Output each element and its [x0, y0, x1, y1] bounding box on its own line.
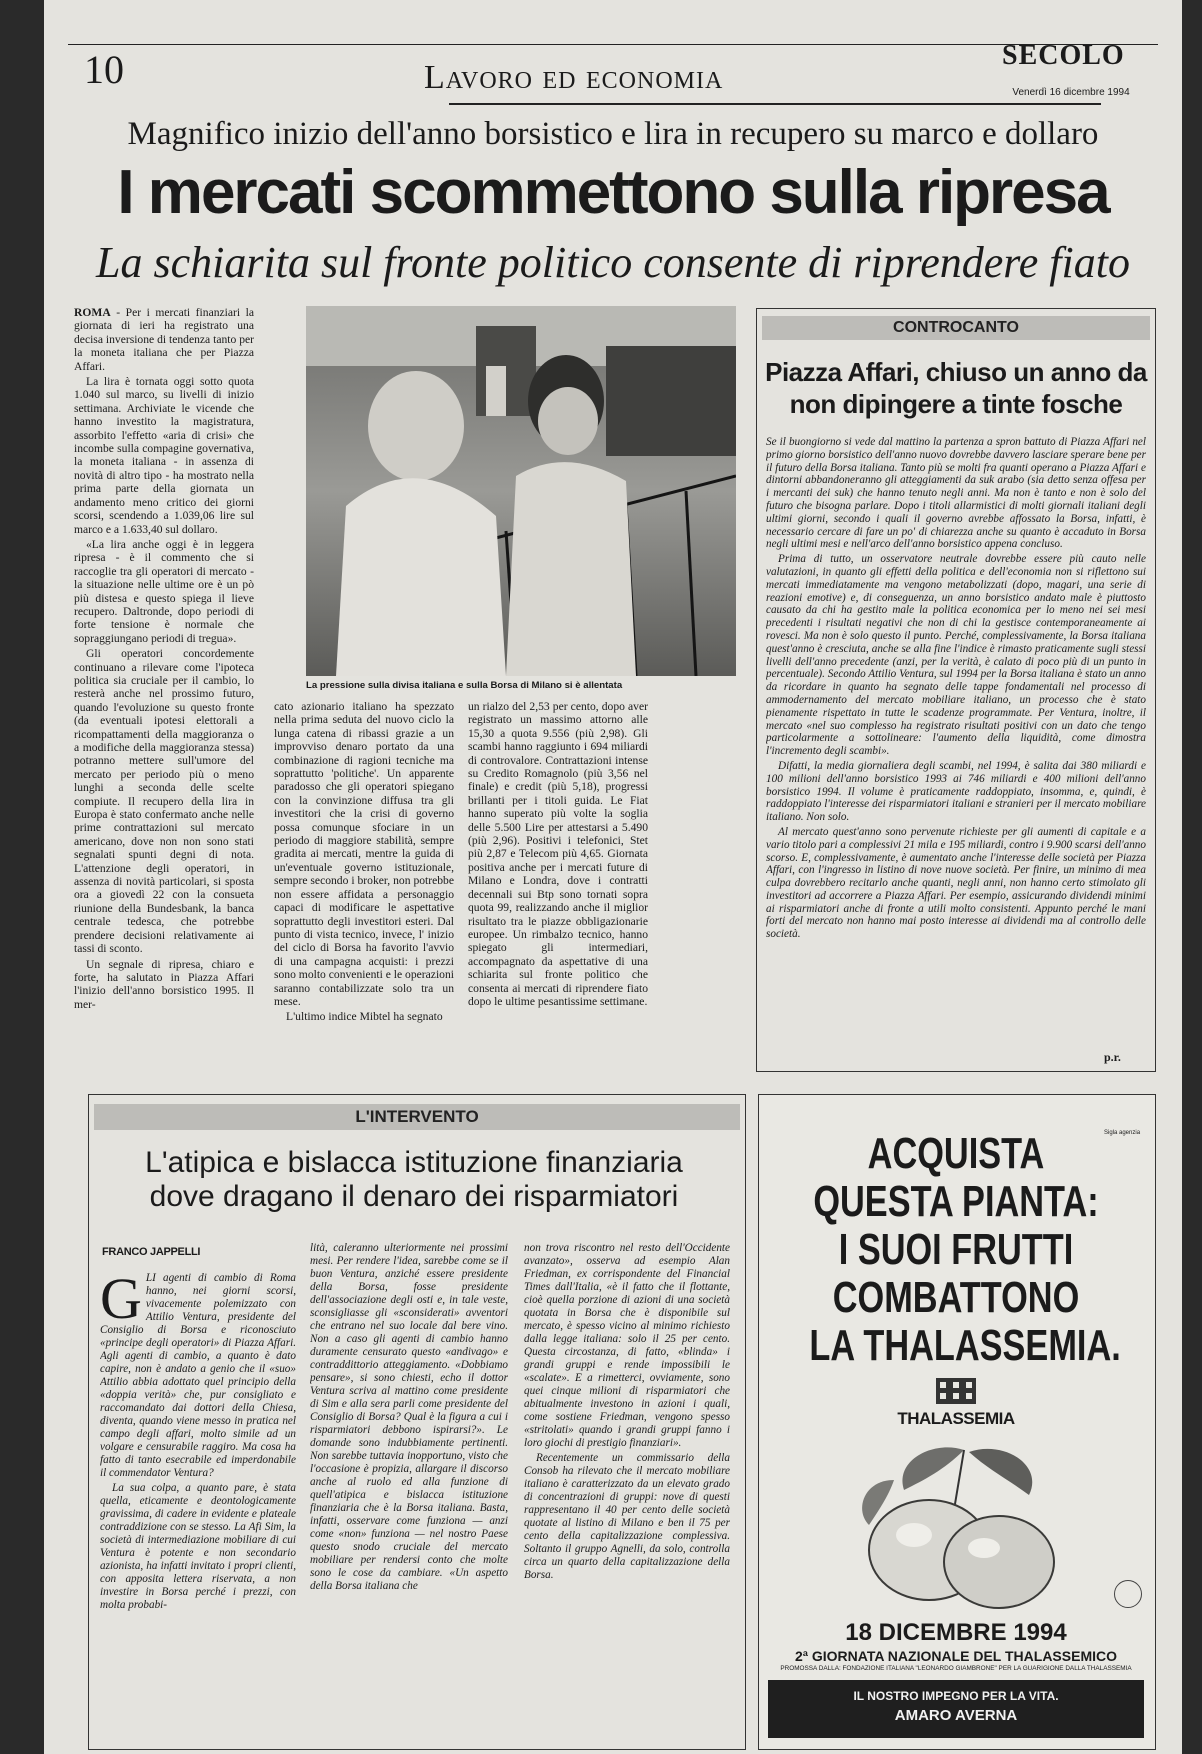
controcanto-title: Piazza Affari, chiuso un anno da non dipingere a tinte fosche [765, 357, 1147, 419]
newspaper-page [44, 0, 1182, 1754]
issue-date: Venerdì 16 dicembre 1994 [1012, 87, 1130, 98]
controcanto-p3: Difatti, la media giornaliera degli scambi, nel 1994, è salita dai 380 miliardi e 100 milioni dell'anno borsistico 1993 ai 746 miliardi e 400 milioni dell'anno borsistico 1994. Il volume è praticamente raddoppiato, insomma, e, quindi, è raddoppiato l'interesse dei risparmiatori italiani e stranieri per il mercato mobiliare italiano. Non solo. [766, 759, 1146, 824]
controcanto-signature: p.r. [1104, 1050, 1121, 1064]
main-article-col1: ROMA - Per i mercati finanziari la giornata di ieri ha registrato una decisa inversione di tendenza tanto per la moneta italiana che per Piazza Affari. La lira è tornata oggi sotto quota 1.040 sul marco, su livelli di inizio settimana. Archiviate le vicende che hanno investito la magistratura, assorbito l'effetto «aria di crisi» che incombe sulla compagine governativa, la moneta italiana - in assenza di novità di altro tipo - ha mostrato nella prima parte della giornata un andamento meno critico dei giorni scorsi, scendendo a 1.039,06 lire sul marco e a 1.633,40 sul dollaro. «La lira anche oggi è in leggera ripresa - è il commento che si raccoglie tra gli operatori di mercato - la situazione nelle ultime ore è un pò più distesa e questo spiega il lieve recupero. Daltronde, dopo periodi di forte tensione è normale che sopraggiungano periodi di tregua». Gli operatori concordemente continuano a rilevare come l'ipoteca politica sia cruciale per il cambio, lo resterà anche nel prossimo futuro, quando l'evoluzione su questo fronte (da eventuali ipotesi elettorali a ricompattamenti della maggioranza o a modifiche della maggioranza stessa) potranno mettere sull'umore del mercato per periodo più o meno lunghi a seconda delle scelte compiute. Il recupero della lira in Europa è stato confermato anche nelle prime contrattazioni sul mercato americano, dove non non sono stati segnalati spunti degni di nota. L'attenzione degli operatori, in assenza di novità particolari, si sposta ora a giovedì 22 con la consueta riunione della Bundesbank, la banca centrale tedesca, che potrebbe prendere decisioni relativamente ai tassi di sconto. Un segnale di ripresa, chiaro e forte, ha salutato in Piazza Affari l'inizio dell'anno borsistico 1995. Il mer- [74, 306, 254, 1011]
news-photo [306, 306, 736, 676]
main-col1-p5: Un segnale di ripresa, chiaro e forte, ha salutato in Piazza Affari l'inizio dell'anno borsistico 1995. Il mer- [74, 957, 254, 1011]
logo-text: THALASSEMIA [897, 1409, 1015, 1428]
main-col1-p4: Gli operatori concordemente continuano a rilevare come l'ipoteca politica sia cruciale per il cambio, lo resterà anche nel prossimo futuro, quando l'evoluzione su questo fronte (da eventuali ipotesi elettorali a ricompattamenti della maggioranza o a modifiche della maggioranza stessa) potranno mettere sull'umore del mercato per periodo più o meno lunghi a seconda delle scelte compiute. Il recupero della lira in Europa è stato confermato anche nelle prime contrattazioni sul mercato americano, dove non non sono stati segnalati spunti degni di nota. L'attenzione degli operatori, in assenza di novità particolari, si sposta ora a giovedì 22 con la consueta riunione della Bundesbank, la banca centrale tedesca, che potrebbe prendere decisioni relativamente ai tassi di sconto. [74, 647, 254, 956]
photo-illustration [306, 306, 736, 676]
controcanto-p2: Prima di tutto, un osservatore neutrale dovrebbe essere più cauto nelle valutazioni, in quanto gli effetti della politica e dell'economia non si riflettono sui mercati immediatamente ma vengono metabolizzati (dopo, magari, una serie di reazioni emotive) e, di conseguenza, un anno borsistico andato male è piuttosto causato da chi ha gestito male la politica economica per lo meno nei sei mesi precedenti i risultati negativi che non di chi la gestisce contemporaneamente ai rovesci. Ma non è solo questo il punto. Perché, complessivamente, la Borsa italiana quest'anno è cresciuta, anche se alla fine l'indice è rimasto praticamente sugli stessi livelli dell'anno precedente (anzi, per la verità, è calato di poco più di un punto in percentuale). Secondo Attilio Ventura, sul 1994 per la Borsa italiana è stato un anno da ricordare in quanto ha segnato delle tappe fondamentali nel processo di ammodernamento del mercato mobiliare italiano, un processo che è stato pienamente rispettato in tutte le scadenze programmate. Per Ventura, inoltre, il mercato «nel suo complesso ha registrato risultati positivi con un dato che tengo particolarmente a sottolineare: l'aumento della liquidità, come dimostra l'incremento degli scambi». [766, 553, 1146, 758]
ad-headline-line3: I SUOI FRUTTI [838, 1225, 1074, 1274]
lemon-plant-icon [834, 1440, 1084, 1615]
intervento-col1 [100, 1272, 296, 1742]
ad-event-date: 18 DICEMBRE 1994 [845, 1619, 1067, 1646]
ad-headline-line5: LA THALASSEMIA. [809, 1321, 1121, 1370]
seal-icon [1114, 1580, 1142, 1608]
header-top-rule [68, 44, 1158, 45]
logo-mark-icon [936, 1378, 976, 1404]
controcanto-text [766, 436, 1146, 1048]
main-article-col2 [274, 700, 454, 1072]
intervento-col3 [524, 1242, 730, 1742]
intervento-title: L'atipica e bislacca istituzione finanziaria dove dragano il denaro dei risparmiatori [145, 1146, 683, 1213]
ad-agency-tag: Sigla agenzia [1104, 1130, 1141, 1136]
page-number: 10 [84, 47, 124, 92]
controcanto-p1: Se il buongiorno si vede dal mattino la partenza a spron battuto di Piazza Affari nel primo giorno borsistico dell'anno nuovo dovrebbe davvero lasciare sperare bene per il futuro della Borsa italiana. Tanto più se molti fra quanti operano a Piazza Affari e dintorni abbandoneranno gli atteggiamenti da suk arabo (sia detto senza offesa per i mercanti dei suk) che hanno tenuto negli anni. Ma non è tanto e non è solo del futuro che bisogna parlare. Dopo i titoli allarmistici di molti giornali italiani degli ultimi giorni, secondo i quali il governo avrebbe affossato la Borsa, infatti, è necessario cercare di fare un po' di chiarezza anche su quanto è accaduto in Borsa negli ultimi mesi e nell'arco dell'anno borsistico appena concluso. [766, 436, 1146, 551]
dropcap: G [100, 1272, 142, 1331]
headline-title: I mercati scommettono sulla ripresa [117, 158, 1109, 227]
section-title: Lavoro ed economia [424, 59, 724, 96]
lemon-illustration [834, 1440, 1084, 1615]
ad-headline-line4: COMBATTONO [832, 1273, 1080, 1322]
intervento-col2 [310, 1242, 508, 1742]
intervento-author: FRANCO JAPPELLI [102, 1246, 201, 1258]
ad-event-name: 2ª GIORNATA NAZIONALE DEL THALASSEMICO [795, 1648, 1117, 1664]
controcanto-kicker: CONTROCANTO [762, 316, 1150, 340]
ad-headline [809, 1129, 1121, 1370]
ad-headline-line2: QUESTA PIANTA: [813, 1177, 1099, 1226]
intervento-col1-p1: LI agenti di cambio di Roma hanno, nei giorni scorsi, vivacemente polemizzato con Attilio Ventura, presidente del Consiglio di Borsa e riconosciuto «principe degli operatori» di Piazza Affari. Agli agenti di cambio, a quanto è dato capire, non è andato a genio che il «suo» Attilio abbia adottato quel principio della «doppia verità» che, pur consigliato e raccomandato dai dottori della Chiesa, diventa, quando viene messo in pratica nel campo degli affari, molto simile ad un volgare e censurabile raggiro. Ma cosa ha fatto di tanto esecrabile ed imperdonabile il commendator Ventura? [100, 1272, 296, 1479]
photo-caption: La pressione sulla divisa italiana e sulla Borsa di Milano si è allentata [306, 680, 623, 691]
ad-footer-line1: IL NOSTRO IMPEGNO PER LA VITA. [853, 1689, 1059, 1703]
ad-promoters: PROMOSSA DALLA: FONDAZIONE ITALIANA "LEONARDO GIAMBRONE" PER LA GUARIGIONE DALLA THALASSEMIA [780, 1665, 1132, 1672]
main-col2-p1: cato azionario italiano ha spezzato nella prima seduta del nuovo ciclo la lunga catena di ribassi grazie a un improvviso denaro portato da una combinazione di ragioni tecniche ma soprattutto 'politiche'. Un apparente paradosso che gli operatori spiegano con la convinzione diffusa tra gli investitori che la crisi di governo possa comunque sfociare in un periodo di maggiore stabilità, sempre gradita ai mercati, mentre la guida di un'eventuale governo istituzionale, sempre secondo i broker, non potrebbe non essere affidata a personaggio capaci di modificare le aspettative soprattutto degli investitori esteri. Dal punto di vista tecnico, invece, l' inizio del ciclo di Borsa ha favorito l'avvio di una campagna acquisti: i prezzi sono molto convenienti e le operazioni saranno contabilizzate solo tra un mese. [274, 700, 454, 1008]
intervento-col3-p1: non trova riscontro nel resto dell'Occidente avanzato», osserva ad esempio Alan Friedman, ex corrispondente del Financial Times dall'Italia, «è il fatto che il flottante, cioè quella porzione di azioni di una società quotata in Borsa che è disponibile sul mercato, è spesso vicino al minimo richiesto dalla legge italiana: solo il 25 per cento. Questa circostanza, di fatto, «blinda» i grandi gruppi e rende impossibili le «scalate». E a rimetterci, ovviamente, sono quei cinque milioni di risparmiatori che abitualmente investono in azioni i quali, come sostiene Friedman, vengono spesso «stritolati» quando i grandi gruppi fanno i loro giochi di prestigio finanziari». [524, 1242, 730, 1449]
ad-footer-line2: AMARO AVERNA [894, 1707, 1018, 1724]
intervento-col2-p1: lità, caleranno ulteriormente nei prossimi mesi. Per rendere l'idea, sarebbe come se il buon Ventura, anziché essere presidente della Borsa, fosse presidente dell'associazione degli osti e, in tale veste, sconsigliasse gli «sconsiderati» avventori che entrano nel suo locale dal bere vino. Non a caso gli agenti di cambio hanno duramente censurato questo «andivago» e contraddittorio atteggiamento. «Dobbiamo pensare», si sono chiesti, echo il dottor Ventura scriva al mattino come presidente di Sim e alla sera parli come presidente del Consiglio di Borsa? Qual è la figura a cui i risparmiatori debbono ispirarsi?». Le domande sono indubbiamente pertinenti. Non sarebbe tuttavia inopportuno, visto che l'occasione è propizia, allargare il discorso anche al ruolo ed alla funzione di quell'atipica e bislacca istituzione finanziaria che è la Borsa italiana. Basta, infatti, osservare come funziona — anzi come «non» funziona — nel nostro Paese questo snodo cruciale del mercato mobiliare per rendersi conto che molte sono le cose da cambiare. «Un aspetto della Borsa italiana che [310, 1242, 508, 1592]
main-article-col3 [468, 700, 648, 1072]
header-bottom-rule [449, 103, 1101, 105]
controcanto-p4: Al mercato quest'anno sono pervenute richieste per gli aumenti di capitale e a vario titolo pari a complessivi 21 mila e 195 miliardi, contro i 9.900 scarsi dell'anno scorso. E, complessivamente, è aumentato anche l'interesse delle società per Piazza Affari, con l'ingresso in listino di nove nuove società. Per finire, un minimo di mea culpa dovrebbero recitarlo anche quanti, negli anni, non hanno certo stimolato gli investitori ad accorrere a Piazza Affari. Per esempio, assicurando dividendi minimi ai risparmiatori anche di fronte a utili molto consistenti. Appunto perché le mani forti del mercato non hanno mai posto interesse ai dividendi ma al controllo delle società. [766, 825, 1146, 941]
main-col1-p3: «La lira anche oggi è in leggera ripresa - è il commento che si raccoglie tra gli operatori di mercato - la situazione nelle ultime ore è un pò più distesa e questo spiega il lieve recupero. Daltronde, dopo periodi di forte tensione è normale che sopraggiungano periodi di tregua». [74, 537, 254, 645]
headline-overline: Magnifico inizio dell'anno borsistico e lira in recupero su marco e dollaro [127, 116, 1099, 152]
intervento-kicker: L'INTERVENTO [94, 1104, 740, 1130]
intervento-col3-p2: Recentemente un commissario della Consob ha rilevato che il mercato mobiliare italiano è caratterizzato da un elevato grado di concentrazioni di gruppi: nove di questi rappresentano il 40 per cento delle società quotate al listino di Milano e ben il 75 per cento della capitalizzazione complessiva. Soltanto il gruppo Agnelli, da solo, controlla circa un quarto della capitalizzazione della Borsa. [524, 1452, 730, 1581]
main-col2-p2: L'ultimo indice Mibtel ha segnato [286, 1010, 443, 1024]
thalassemia-logo [894, 1378, 1018, 1429]
ad-headline-line1: ACQUISTA [867, 1129, 1045, 1178]
intervento-col1-p2: La sua colpa, a quanto pare, è stata quella, eticamente e deontologicamente gravissima, di cadere in evidente e plateale contraddizione con se stesso. La Afi Sim, la società di intermediazione mobiliare di cui Ventura è potente e non secondario azionista, ha infatti invitato i propri clienti, con apposita lettera riservata, a non investire in Borsa perché i prezzi, con molta probabi- [100, 1482, 296, 1611]
masthead-logo: SECOLO [1002, 40, 1125, 71]
main-col1-p1: Per i mercati finanziari la giornata di ieri ha registrato una decisa inversione di tendenza tanto per la moneta italiana che per Piazza Affari. [74, 306, 254, 373]
ad-footer-band [768, 1680, 1144, 1738]
main-col3-p1: un rialzo del 2,53 per cento, dopo aver registrato un massimo attorno alle 15,30 a quota 9.556 (più 2,98). Gli scambi hanno raggiunto i 694 miliardi di controvalore. Contrattazioni intense su Credito Romagnolo (più 3,56 nel finale) e credit (più 5,18), progressi brillanti per i titoli guida. Le Fiat hanno superato più volte la soglia delle 5.500 Lire per attestarsi a 5.490 (più 2,96). Positivi i telefonici, Stet più 2,87 e Telecom più 4,65. Giornata positiva anche per i mercati future di Milano e Londra, dove i contratti decennali sui Btp sono tornati sopra quota 99, realizzando anche il miglior risultato tra le piazze obbligazionarie europee. Un rimbalzo tecnico, hanno spiegato gli intermediari, accompagnato da aspettative di una schiarita sul fronte politico che consenta ai mercati di riprendere fiato dopo le ultime pesantissime settimane. [468, 700, 648, 1008]
headline-subtitle: La schiarita sul fronte politico consente di riprendere fiato [96, 238, 1130, 287]
dateline: ROMA [74, 306, 111, 319]
main-col1-p2: La lira è tornata oggi sotto quota 1.040 sul marco, su livelli di inizio settimana. Archiviate le vicende che hanno investito la magistratura, assorbito l'effetto «aria di crisi» che incombe sulla compagine governativa, la moneta italiana - in assenza di novità di altro tipo - ha mostrato nella prima parte della giornata un andamento meno critico dei giorni scorsi, scendendo a 1.039,06 lire sul marco e a 1.633,40 sul dollaro. [74, 375, 254, 536]
